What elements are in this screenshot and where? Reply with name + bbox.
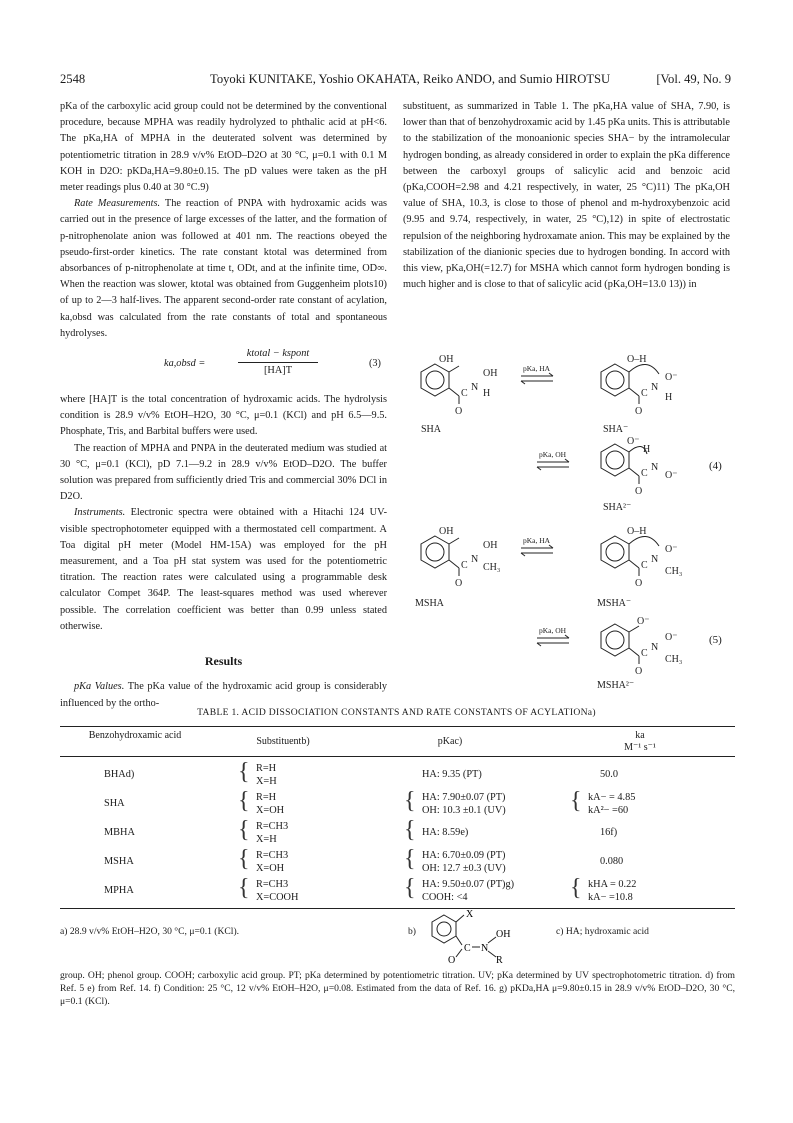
molecule-label-msha-2minus: MSHA²⁻ xyxy=(597,680,635,691)
svg-text:N: N xyxy=(651,554,659,565)
table-cell-pka-secondary: OH: 12.7 ±0.3 (UV) xyxy=(422,863,506,874)
svg-text:H: H xyxy=(483,388,491,399)
brace-glyph: { xyxy=(570,788,582,814)
svg-text:OH: OH xyxy=(483,540,498,551)
footnote-structure xyxy=(426,907,536,965)
svg-text:O: O xyxy=(635,486,643,497)
paragraph xyxy=(60,505,387,635)
table-cell-pka-secondary: OH: 10.3 ±0.1 (UV) xyxy=(422,805,506,816)
table-cell-compound: MSHA xyxy=(104,856,134,867)
paragraph-text: The pKa value of the hydroxamic acid group is considerably influenced by the ortho- xyxy=(60,681,388,709)
svg-text:N: N xyxy=(651,462,659,473)
svg-text:N: N xyxy=(651,642,659,653)
table-cell-substituent-x: X=OH xyxy=(256,805,285,816)
paragraph-text: The reaction of PNPA with hydroxamic acids was carried out in the presence of large excesses of the latter, and the formation of p-nitrophenolate anion was followed at 401 nm. The reactions obeyed the pseudo-first-order kinetics. The rate constant ktotal was determined from absorbances of p-nitrophenolate at time t, ODt, and at the infinite time, OD∞. When the reaction was slower, ktotal was obtained from Guggenheim plots10) of up to 2—3 half-lives. The apparent second-order rate constant of acylation, ka,obsd was calculated from the rate constants of total and spontaneous hydrolyses. xyxy=(60,198,388,339)
svg-text:OH: OH xyxy=(439,354,454,365)
svg-text:CH₃: CH₃ xyxy=(665,566,683,577)
svg-text:C: C xyxy=(461,560,468,571)
table-cell-substituent-x: X=OH xyxy=(256,863,285,874)
table-header-rule xyxy=(60,756,735,757)
footnote-structure-r: R xyxy=(496,955,503,965)
brace-glyph: { xyxy=(238,759,250,785)
paragraph-text: Electronic spectra were obtained with a Hitachi 124 UV-visible spectrophotometer equipped with a thermostated cell compartment. A Toa digital pH meter (Model HM-15A) was employed for the pH measurement, and a Toa pH stat system was used for the potentiometric titration. The reaction rates were calculated using a programmable desk calculator Compet 364P. The least-squares method was used wherever possible. The correlation coefficient was better than 0.99 unless stated otherwise. xyxy=(60,507,387,632)
arrow-label-pka-oh: pKa, OH xyxy=(539,626,567,635)
table-cell-compound: BHAd) xyxy=(104,769,135,780)
table-bottom-rule xyxy=(60,908,735,909)
svg-text:N: N xyxy=(471,382,479,393)
section-run-in-heading: Instruments. xyxy=(74,507,126,519)
footnote-structure-c: C xyxy=(464,943,471,954)
svg-text:C: C xyxy=(641,648,648,659)
table-header-compound: Benzohydroxamic acid xyxy=(88,730,182,741)
right-column xyxy=(403,99,730,293)
table-footnotes xyxy=(60,909,735,1008)
scheme-structures xyxy=(403,352,733,692)
table-cell-rate-constant: 50.0 xyxy=(600,769,619,780)
table-cell-substituent-x: X=H xyxy=(256,834,277,845)
running-header-volume: [Vol. 49, No. 9 xyxy=(656,72,731,86)
table-cell-compound: MBHA xyxy=(104,827,135,838)
footnote-a: a) 28.9 v/v% EtOH–H2O, 30 °C, μ=0.1 (KCl). xyxy=(60,926,240,937)
svg-text:O⁻: O⁻ xyxy=(665,632,678,643)
svg-text:O⁻: O⁻ xyxy=(665,372,678,383)
svg-text:CH₃: CH₃ xyxy=(483,562,501,573)
chemical-scheme xyxy=(403,352,733,692)
equation-number-5: (5) xyxy=(709,634,722,646)
molecule-label-sha-2minus: SHA²⁻ xyxy=(603,502,632,513)
brace-glyph: { xyxy=(404,788,416,814)
brace-glyph: { xyxy=(404,817,416,843)
molecule-label-sha-minus: SHA⁻ xyxy=(603,424,629,435)
equation-lhs: ka,obsd = xyxy=(164,358,206,370)
svg-text:O: O xyxy=(455,578,463,589)
table-cell-pka-ha: HA: 8.59e) xyxy=(422,827,469,838)
table-cell-pka-ha: HA: 6.70±0.09 (PT) xyxy=(422,850,506,861)
equation-number: (3) xyxy=(368,358,381,370)
table-header-pka: pKac) xyxy=(437,736,463,747)
section-heading-results: Results xyxy=(204,654,243,669)
molecule-label-msha: MSHA xyxy=(415,598,444,609)
arrow-label-pka-oh: pKa, OH xyxy=(539,450,567,459)
table-cell-substituent-r: R=CH3 xyxy=(256,821,289,832)
table-cell-rate-constant-secondary: kA− =10.8 xyxy=(588,892,633,903)
svg-text:O: O xyxy=(455,406,463,417)
svg-text:N: N xyxy=(471,554,479,565)
svg-text:O⁻: O⁻ xyxy=(665,544,678,555)
arrow-label-pka-ha: pKa, HA xyxy=(523,536,551,545)
footnote-c: c) HA; hydroxamic acid xyxy=(556,926,649,937)
brace-glyph: { xyxy=(570,875,582,901)
paragraph: The reaction of MPHA and PNPA in the deuterated medium was studied at 30 °C, μ=0.1 (KCl), pD 7.1—9.2 in 28.9 v/v% EtOD–D2O. The buffer solution was prepared from sufficiently dried Tris and commercial 30% DCl in D2O. xyxy=(60,442,387,503)
footnote-structure-o: O xyxy=(448,955,456,965)
svg-text:C: C xyxy=(641,468,648,479)
table-cell-pka-ha: HA: 7.90±0.07 (PT) xyxy=(422,792,506,803)
molecule-label-sha: SHA xyxy=(421,424,442,435)
page-number: 2548 xyxy=(60,72,86,86)
table-cell-rate-constant: 0.080 xyxy=(600,856,624,867)
svg-text:OH: OH xyxy=(439,526,454,537)
svg-text:CH₃: CH₃ xyxy=(665,654,683,665)
table-cell-pka-secondary: COOH: <4 xyxy=(422,892,468,903)
equation-numerator: ktotal − kspont xyxy=(238,346,318,363)
table-cell-pka-ha: HA: 9.35 (PT) xyxy=(422,769,482,780)
footnote-structure-x: X xyxy=(466,909,474,920)
svg-text:O: O xyxy=(635,578,643,589)
paragraph: pKa of the carboxylic acid group could not be determined by the conventional procedure, because MPHA was readily hydrolyzed to phthalic acid at pH<6. The pKa,HA of MPHA in the deuterated solvent was determined by potentiometric titration in 28.9 v/v% EtOD–D2O at 30 °C, μ=0.1 with 0.1 M KOH in D2O: pKDa,HA=9.80±0.15. The pD values were taken as the pH meter readings plus 0.40 at 30 °C.9) xyxy=(60,101,387,194)
svg-text:H: H xyxy=(665,392,673,403)
equation-3 xyxy=(60,346,387,388)
table-cell-pka-ha: HA: 9.50±0.07 (PT)g) xyxy=(422,879,515,890)
svg-text:O: O xyxy=(635,406,643,417)
svg-text:C: C xyxy=(461,388,468,399)
svg-text:O⁻: O⁻ xyxy=(627,436,640,447)
footnote-b-marker: b) xyxy=(408,926,416,937)
section-run-in-heading: pKa Values. xyxy=(74,681,125,693)
svg-text:H: H xyxy=(643,444,651,455)
arrow-label-pka-ha: pKa, HA xyxy=(523,364,551,373)
table-cell-substituent-r: R=CH3 xyxy=(256,850,289,861)
svg-text:O–H: O–H xyxy=(627,526,647,537)
table-cell-rate-constant: 16f) xyxy=(600,827,618,838)
table-cell-compound: SHA xyxy=(104,798,125,809)
running-header-authors: Toyoki KUNITAKE, Yoshio OKAHATA, Reiko ANDO, and Sumio HIROTSU xyxy=(210,72,611,86)
equation-fraction xyxy=(238,346,318,379)
paragraph: substituent, as summarized in Table 1. The pKa,HA value of SHA, 7.90, is lower than that of benzohydroxamic acid by 1.45 pKa units. This is attributable to the stabilization of the monoanionic species SHA− by the intramolecular hydrogen bonding, as already considered in order to explain the pKa difference between the carboxyl groups of salicylic acid and benzoic acid (pKa,COOH=2.98 and 4.21 respectively, in water, 25 °C)11) The pKa,OH value of SHA, 10.3, is close to those of phenol and m-hydroxybenzoic acid (9.95 and 9.74, respectively, in water, 25 °C),12) in spite of electrostatic repulsion of the neighboring hydroxamate anion. This may be explained by the stabilization of the dianionic species due to hydrogen bonding. In accord with this view, pKa,OH(=12.7) for MSHA which cannot form hydrogen bonding is much higher and is close to that of salicylic acid (pKa,OH=13.0 13)) in xyxy=(403,101,730,291)
table-cell-compound: MPHA xyxy=(104,885,134,896)
table-cell-rate-constant: kA− = 4.85 xyxy=(588,792,636,803)
brace-glyph: { xyxy=(404,846,416,872)
brace-glyph: { xyxy=(238,788,250,814)
svg-text:N: N xyxy=(651,382,659,393)
brace-glyph: { xyxy=(238,846,250,872)
table-header-substituent: Substituentb) xyxy=(256,736,310,747)
svg-text:O⁻: O⁻ xyxy=(665,470,678,481)
table-cell-substituent-x: X=COOH xyxy=(256,892,299,903)
molecule-label-msha-minus: MSHA⁻ xyxy=(597,598,632,609)
brace-glyph: { xyxy=(404,875,416,901)
footnote-structure-n: N xyxy=(481,943,489,954)
table-cell-substituent-r: R=H xyxy=(256,792,277,803)
paragraph: where [HA]T is the total concentration of hydroxamic acids. The hydrolysis condition is 28.9 v/v% EtOH–H2O, 30 °C, μ=0.1 (KCl) and pH 6.5—9.5. Phosphate, Tris, and Barbital buffers were used. xyxy=(60,394,387,438)
svg-text:O⁻: O⁻ xyxy=(637,616,650,627)
table-cell-substituent-x: X=H xyxy=(256,776,277,787)
table-header-k: ka xyxy=(635,730,645,741)
svg-text:O: O xyxy=(635,666,643,677)
table-top-rule xyxy=(60,726,735,727)
svg-text:C: C xyxy=(641,388,648,399)
svg-text:C: C xyxy=(641,560,648,571)
equation-denominator: [HA]T xyxy=(263,365,293,377)
table-cell-substituent-r: R=CH3 xyxy=(256,879,289,890)
svg-text:OH: OH xyxy=(483,368,498,379)
brace-glyph: { xyxy=(238,875,250,901)
footnote-structure-oh: OH xyxy=(496,929,511,940)
table-cell-rate-constant-secondary: kA²− =60 xyxy=(588,805,629,816)
svg-text:O–H: O–H xyxy=(627,354,647,365)
brace-glyph: { xyxy=(238,817,250,843)
section-run-in-heading: Rate Measurements. xyxy=(74,198,161,210)
equation-number-4: (4) xyxy=(709,460,722,472)
table-title: TABLE 1. ACID DISSOCIATION CONSTANTS AND RATE CONSTANTS OF ACYLATIONa) xyxy=(197,707,596,718)
table-cell-rate-constant: kHA = 0.22 xyxy=(588,879,637,890)
table-header-k-unit: M⁻¹ s⁻¹ xyxy=(624,742,656,753)
paragraph xyxy=(60,196,387,342)
table-cell-substituent-r: R=H xyxy=(256,763,277,774)
left-column xyxy=(60,99,387,712)
footnote-text: group. OH; phenol group. COOH; carboxylic acid group. PT; pKa determined by potentiometric titration. UV; pKa determined by UV spectrophotometric titration. d) from Ref. 5 e) from Ref. 14. f) Condition: 25 °C, 12 v/v% EtOH–H2O, μ=0.08. Estimated from the data of Ref. 16. g) pKDa,HA μ=9.80±0.15 in 28.9 v/v% EtOD–D2O, 30 °C, μ=0.1 (KCl). xyxy=(60,970,735,1007)
